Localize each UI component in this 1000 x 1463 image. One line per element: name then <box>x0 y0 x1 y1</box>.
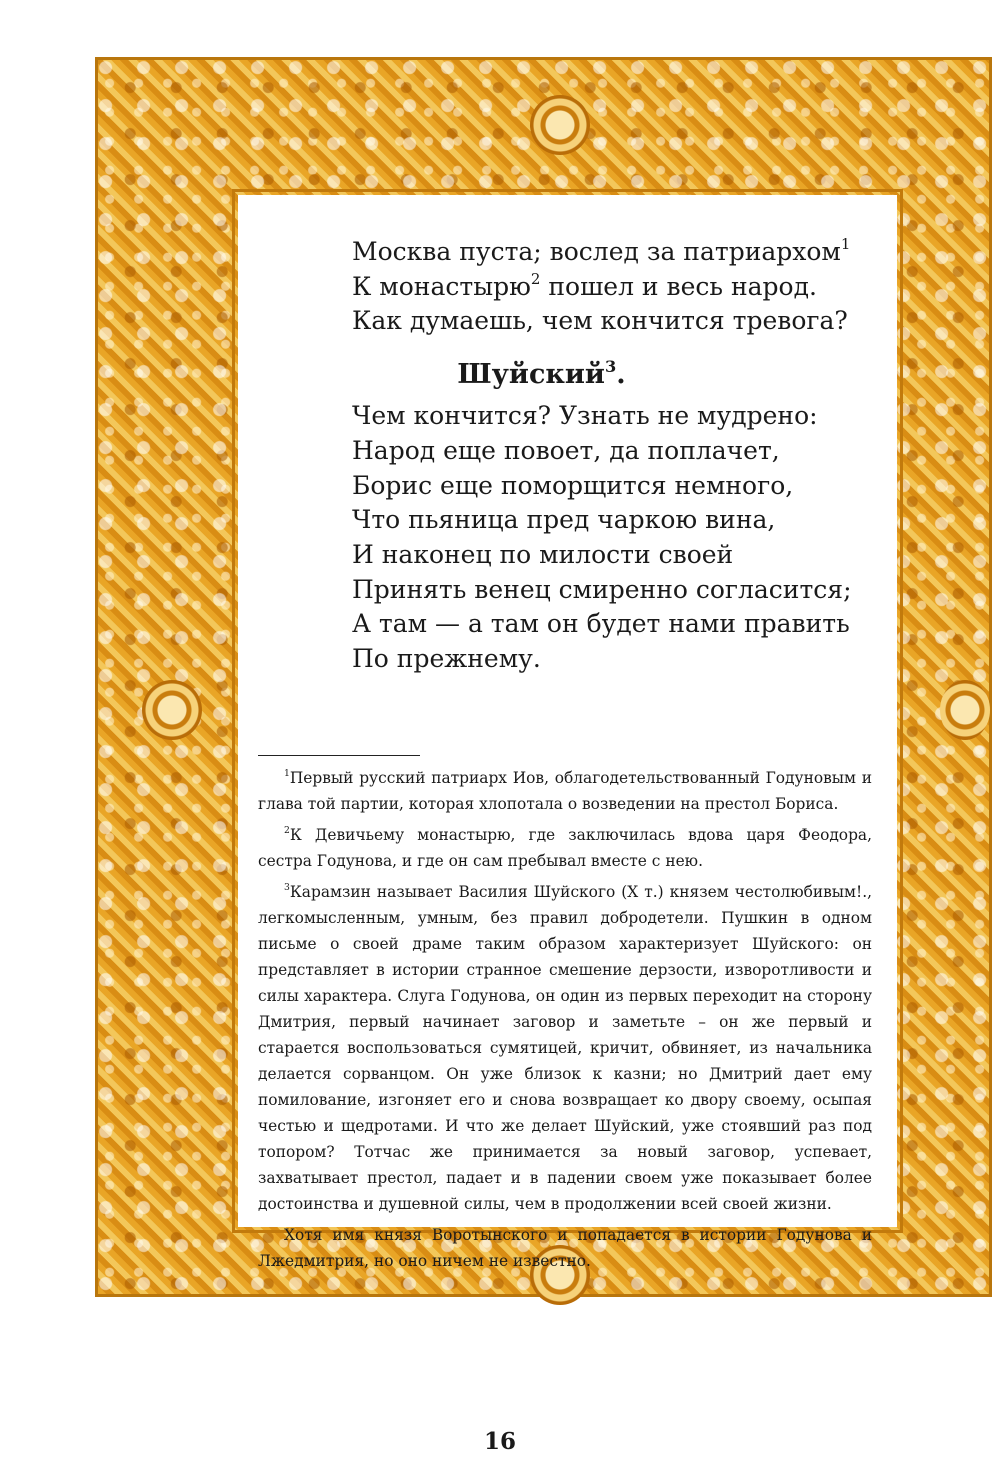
footnote: Хотя имя князя Воротынского и попадается в истории Годунова и Лжедмитрия, но оно ничем не известно. <box>258 1226 872 1270</box>
verse-line: А там — а там он будет нами править <box>352 609 850 639</box>
footnotes <box>258 765 872 1279</box>
footnote: $^1$Первый русский патриарх Иов, облагодетельствованный Годуновым и глава той партии, которая хлопотала о возведении на престол Бориса. <box>258 767 872 813</box>
footnote: $^2$К Девичьему монастырю, где заключилась вдова царя Феодора, сестра Годунова, и где он сам пребывал вместе с нею. <box>258 824 872 870</box>
speaker-name: Шуйский$^3$. <box>457 356 626 391</box>
footnote-divider <box>258 755 420 756</box>
top-center-ornament-icon <box>530 95 590 155</box>
verse-line: Борис еще поморщится немного, <box>352 470 794 500</box>
verse-line: По прежнему. <box>352 644 541 674</box>
verse-block <box>352 235 872 677</box>
verse-line: И наконец по милости своей <box>352 539 734 569</box>
verse-line: Москва пуста; вослед за патриархом$^1$ <box>352 235 851 266</box>
page-number: 16 <box>483 1428 516 1455</box>
verse-line: Что пьяница пред чаркою вина, <box>352 505 776 535</box>
left-center-ornament-icon <box>142 680 202 740</box>
footnote: $^3$Карамзин называет Василия Шуйского (X т.) князем честолюбивым!., легкомысленным, умным, без правил добродетели. Пушкин в одном письме о своей драме таким образом характеризует Шуйского: он представляет в истории странное смешение дерзости, изворотливости и силы характера. Слуга Годунова, он один из первых переходит на сторону Дмитрия, первый начинает заговор и заметьте – он же первый и старается воспользоваться сумятицей, кричит, обвиняет, из начальника делается сорванцом. Он уже близок к казни; но Дмитрий дает ему помилование, изгоняет его и снова возвращает ко двору своему, осыпая честью и щедротами. И что же делает Шуйский, уже стоявший раз под топором? Тотчас же принимается за новый заговор, успевает, захватывает престол, падает и в падении своем уже показывает более достоинства и душевной силы, чем в продолжении всей своей жизни. <box>258 881 872 1213</box>
verse-line: Чем кончится? Узнать не мудрено: <box>352 401 818 431</box>
right-center-ornament-icon <box>940 680 990 740</box>
verse-line: Как думаешь, чем кончится тревога? <box>352 306 848 336</box>
verse-line: Народ еще повоет, да поплачет, <box>352 435 780 465</box>
verse-line: Принять венец смиренно согласится; <box>352 574 852 604</box>
verse-line: К монастырю$^2$ пошел и весь народ. <box>352 269 817 301</box>
